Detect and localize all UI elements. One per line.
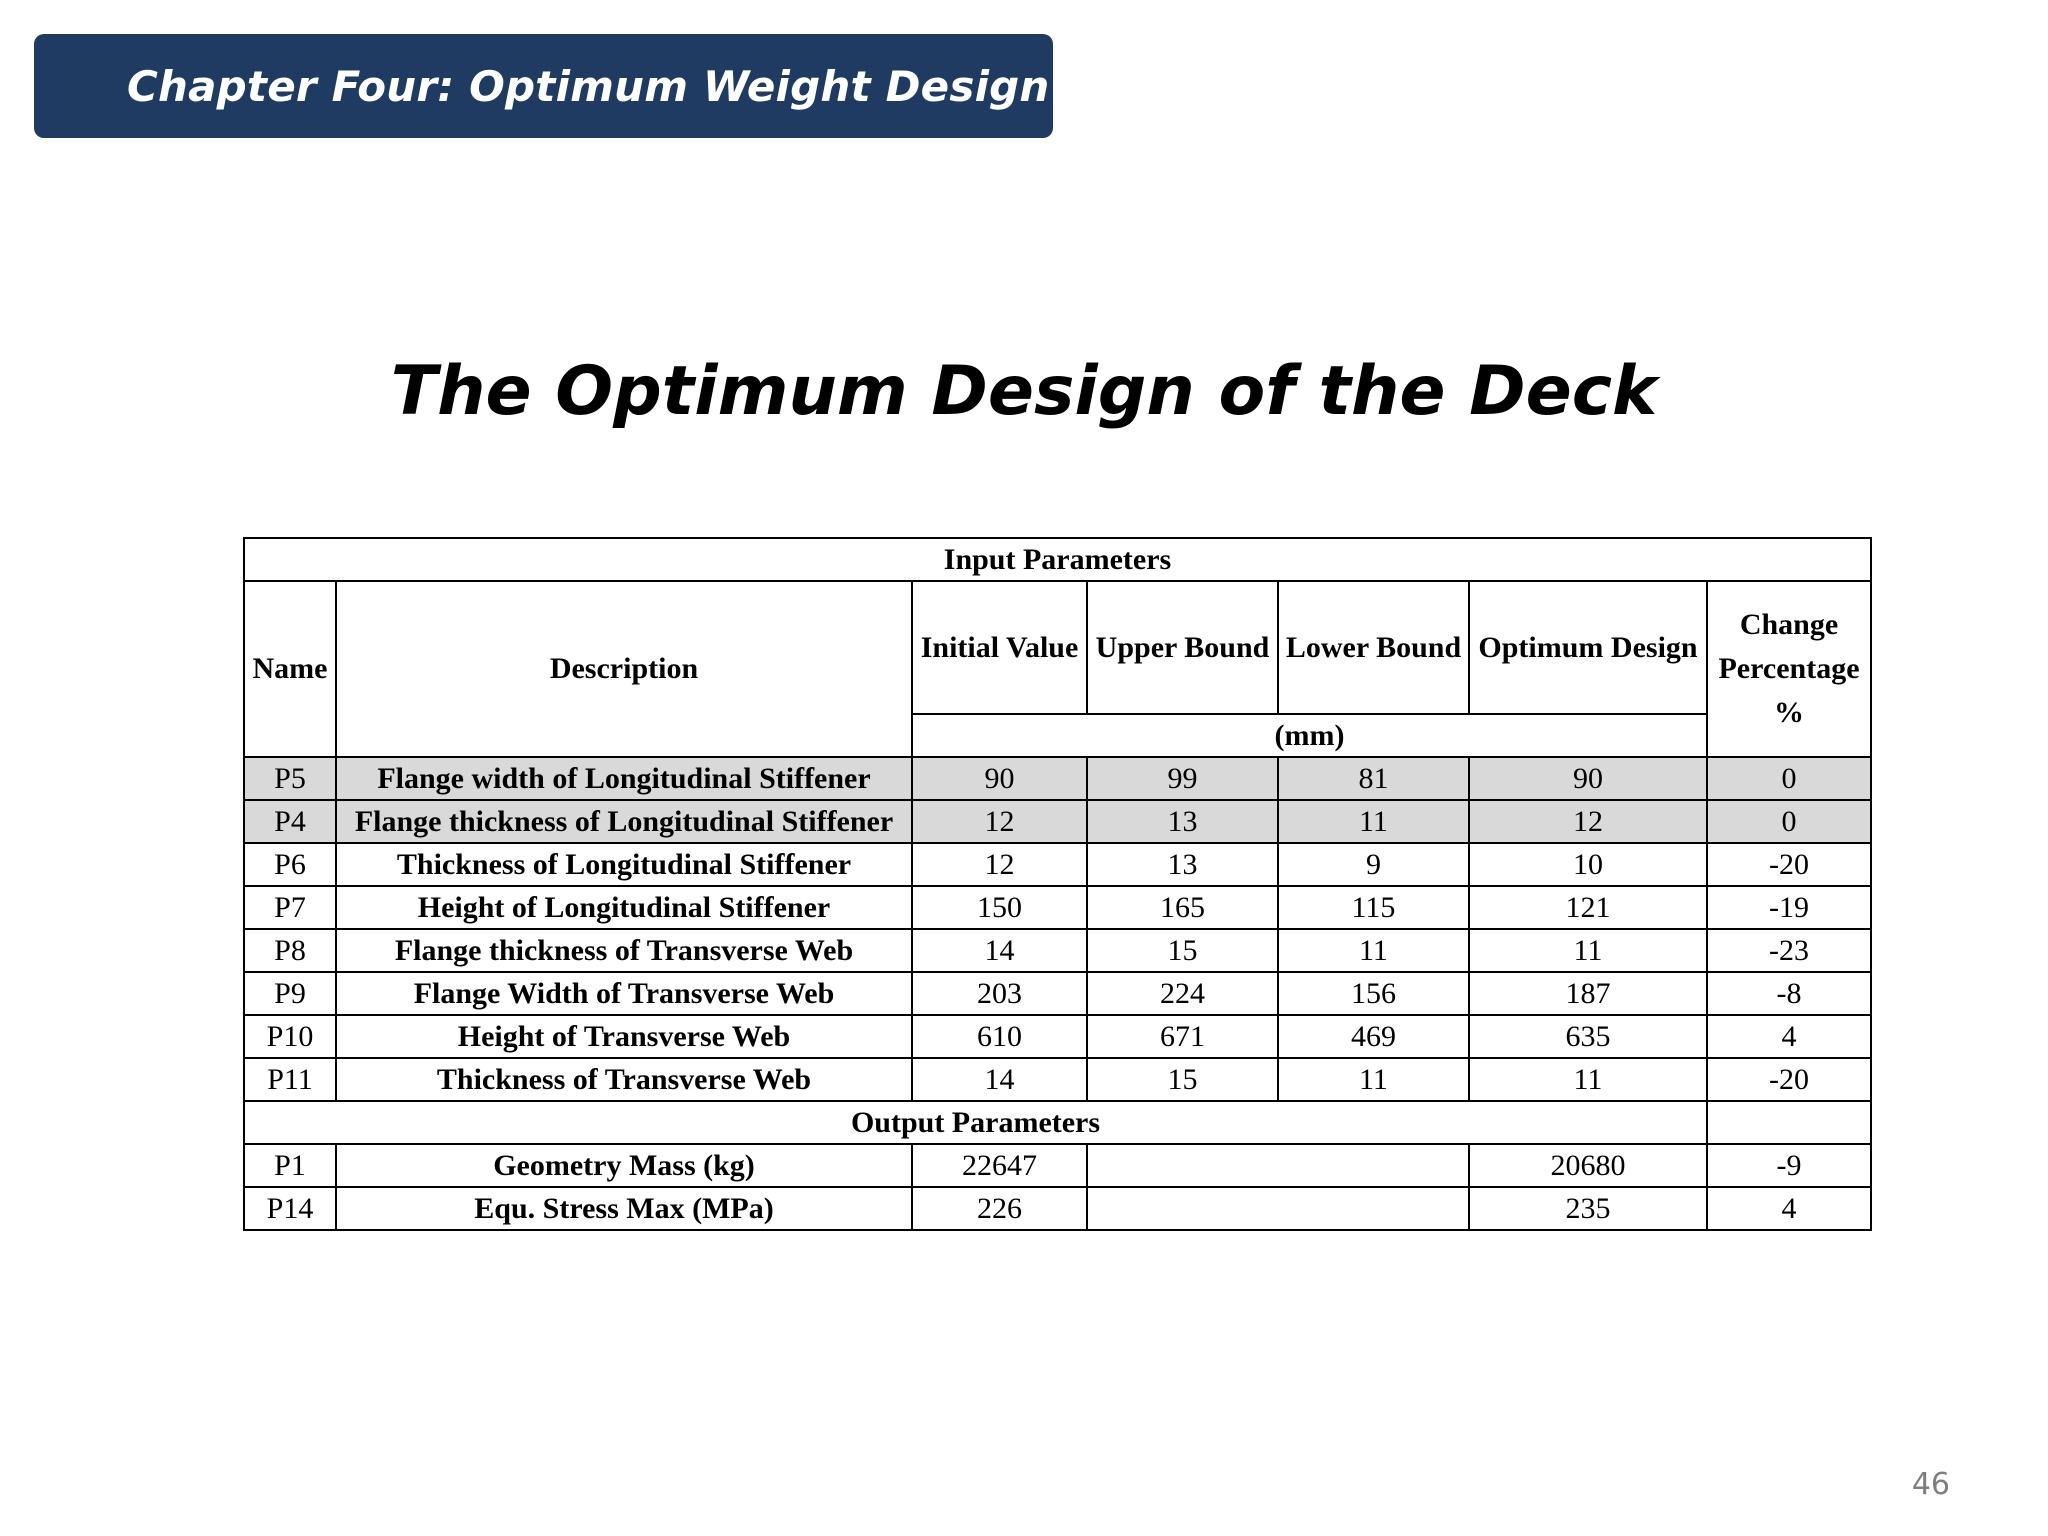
chapter-title: Chapter Four: Optimum Weight Design	[127, 61, 1050, 111]
optimum-design: 10	[1469, 843, 1707, 886]
initial-value: 203	[912, 972, 1087, 1015]
upper-bound: 13	[1087, 843, 1278, 886]
optimum-design: 235	[1469, 1187, 1707, 1230]
empty-cell	[1707, 1101, 1871, 1144]
param-name: P11	[244, 1058, 336, 1101]
param-description: Flange Width of Transverse Web	[336, 972, 912, 1015]
name-column-header: Name	[244, 581, 336, 757]
empty-bounds-cell	[1087, 1144, 1469, 1187]
upper-bound: 13	[1087, 800, 1278, 843]
table-row	[244, 972, 1871, 1015]
upper-bound-column-header: Upper Bound	[1087, 581, 1278, 714]
output-rows	[244, 1101, 1871, 1230]
lower-bound: 115	[1278, 886, 1469, 929]
initial-value: 610	[912, 1015, 1087, 1058]
output-parameters-header: Output Parameters	[244, 1101, 1707, 1144]
change-percentage: -9	[1707, 1144, 1871, 1187]
lower-bound-column-header: Lower Bound	[1278, 581, 1469, 714]
lower-bound: 469	[1278, 1015, 1469, 1058]
output-section-row	[244, 1101, 1871, 1144]
param-description: Thickness of Transverse Web	[336, 1058, 912, 1101]
optimum-design: 11	[1469, 1058, 1707, 1101]
change-percentage: 4	[1707, 1187, 1871, 1230]
upper-bound: 15	[1087, 929, 1278, 972]
param-description: Flange thickness of Longitudinal Stiffener	[336, 800, 912, 843]
change-percentage: 4	[1707, 1015, 1871, 1058]
param-description: Equ. Stress Max (MPa)	[336, 1187, 912, 1230]
initial-value: 14	[912, 929, 1087, 972]
optimum-design-column-header: Optimum Design	[1469, 581, 1707, 714]
table-row	[244, 886, 1871, 929]
param-description: Height of Longitudinal Stiffener	[336, 886, 912, 929]
input-rows	[244, 757, 1871, 1101]
lower-bound: 156	[1278, 972, 1469, 1015]
param-description: Flange thickness of Transverse Web	[336, 929, 912, 972]
lower-bound: 9	[1278, 843, 1469, 886]
unit-header: (mm)	[912, 714, 1707, 757]
upper-bound: 671	[1087, 1015, 1278, 1058]
parameters-table	[243, 537, 1872, 1231]
upper-bound: 165	[1087, 886, 1278, 929]
table-row	[244, 843, 1871, 886]
param-description: Thickness of Longitudinal Stiffener	[336, 843, 912, 886]
change-percentage: -19	[1707, 886, 1871, 929]
table-row	[244, 1015, 1871, 1058]
param-description: Height of Transverse Web	[336, 1015, 912, 1058]
param-description: Geometry Mass (kg)	[336, 1144, 912, 1187]
param-description: Flange width of Longitudinal Stiffener	[336, 757, 912, 800]
empty-bounds-cell	[1087, 1187, 1469, 1230]
change-percentage: 0	[1707, 757, 1871, 800]
initial-value-column-header: Initial Value	[912, 581, 1087, 714]
upper-bound: 15	[1087, 1058, 1278, 1101]
input-parameters-header: Input Parameters	[244, 538, 1871, 581]
initial-value: 12	[912, 800, 1087, 843]
table-row	[244, 757, 1871, 800]
table-row	[244, 800, 1871, 843]
initial-value: 22647	[912, 1144, 1087, 1187]
change-percentage-column-header: Change Percentage %	[1707, 581, 1871, 757]
param-name: P9	[244, 972, 336, 1015]
optimum-design: 90	[1469, 757, 1707, 800]
lower-bound: 11	[1278, 1058, 1469, 1101]
param-name: P1	[244, 1144, 336, 1187]
param-name: P7	[244, 886, 336, 929]
initial-value: 90	[912, 757, 1087, 800]
upper-bound: 99	[1087, 757, 1278, 800]
param-name: P6	[244, 843, 336, 886]
upper-bound: 224	[1087, 972, 1278, 1015]
lower-bound: 81	[1278, 757, 1469, 800]
optimum-design: 20680	[1469, 1144, 1707, 1187]
change-percentage: -23	[1707, 929, 1871, 972]
slide-title: The Optimum Design of the Deck	[390, 352, 1658, 431]
chapter-banner	[34, 34, 1053, 138]
initial-value: 12	[912, 843, 1087, 886]
optimum-design: 121	[1469, 886, 1707, 929]
change-percentage: -20	[1707, 843, 1871, 886]
param-name: P8	[244, 929, 336, 972]
table-row	[244, 1058, 1871, 1101]
page-number: 46	[1911, 1467, 1950, 1502]
param-name: P5	[244, 757, 336, 800]
lower-bound: 11	[1278, 800, 1469, 843]
param-name: P14	[244, 1187, 336, 1230]
initial-value: 226	[912, 1187, 1087, 1230]
optimum-design: 635	[1469, 1015, 1707, 1058]
description-column-header: Description	[336, 581, 912, 757]
initial-value: 14	[912, 1058, 1087, 1101]
change-percentage: -8	[1707, 972, 1871, 1015]
table-row	[244, 1144, 1871, 1187]
change-percentage: 0	[1707, 800, 1871, 843]
lower-bound: 11	[1278, 929, 1469, 972]
param-name: P10	[244, 1015, 336, 1058]
initial-value: 150	[912, 886, 1087, 929]
table-row	[244, 929, 1871, 972]
table-row	[244, 1187, 1871, 1230]
optimum-design: 11	[1469, 929, 1707, 972]
optimum-design: 187	[1469, 972, 1707, 1015]
param-name: P4	[244, 800, 336, 843]
optimum-design: 12	[1469, 800, 1707, 843]
change-percentage: -20	[1707, 1058, 1871, 1101]
